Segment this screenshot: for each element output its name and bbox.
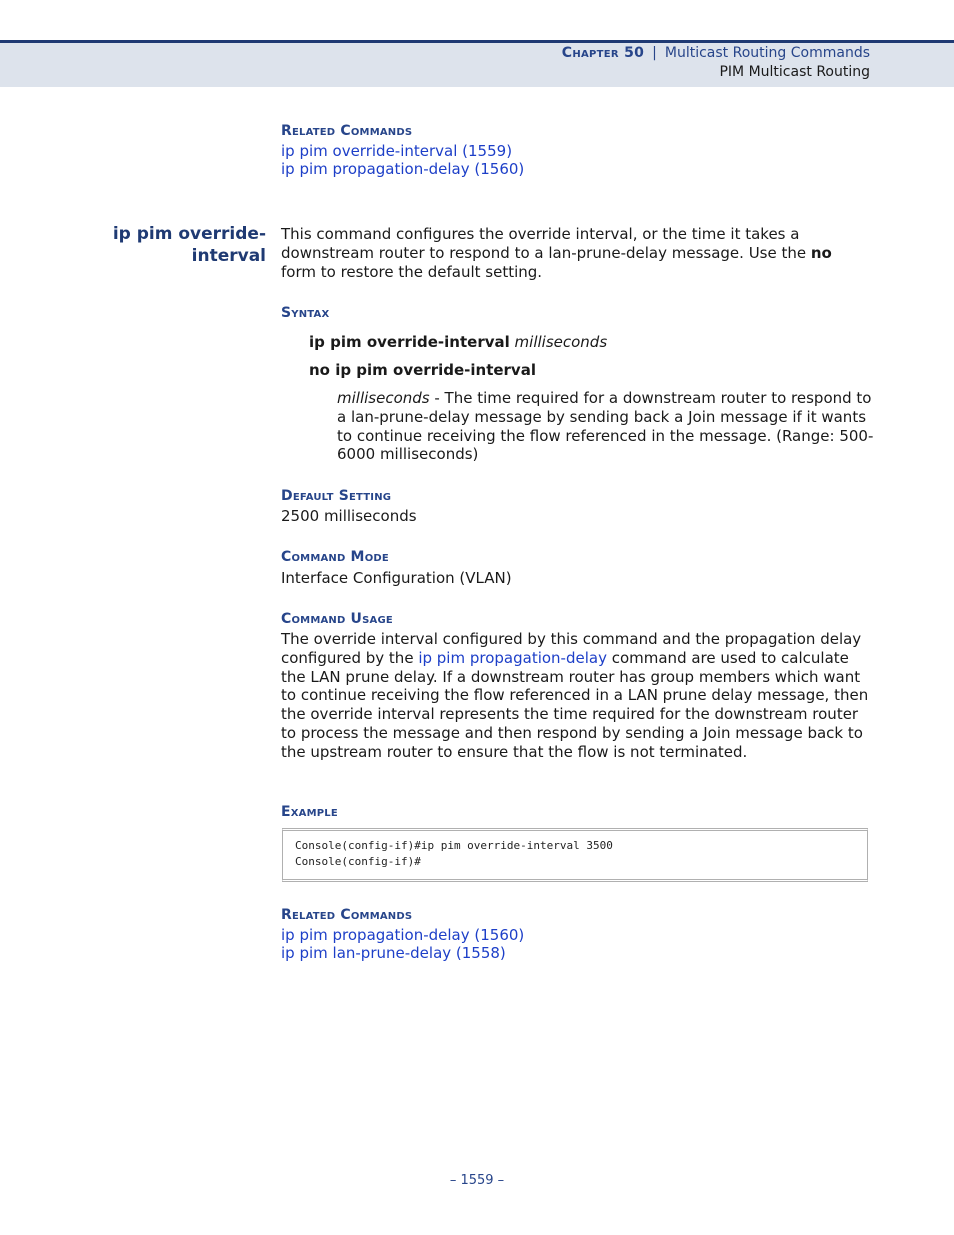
- syntax-heading: Syntax: [281, 305, 330, 321]
- usage-link-propagation-delay[interactable]: ip pim propagation-delay: [418, 648, 607, 667]
- related-commands-heading-top: Related Commands: [281, 123, 413, 139]
- related-link-propagation-delay[interactable]: ip pim propagation-delay (1560): [281, 160, 525, 178]
- code-line-2: Console(config-if)#: [295, 855, 421, 868]
- related-commands-heading-bottom: Related Commands: [281, 907, 413, 923]
- syntax-param: milliseconds: [514, 333, 608, 351]
- command-usage-text: [281, 630, 871, 762]
- default-setting-heading: Default Setting: [281, 488, 392, 504]
- related-link-propagation-delay-bottom[interactable]: ip pim propagation-delay (1560): [281, 926, 525, 944]
- default-setting-value: 2500 milliseconds: [281, 507, 417, 525]
- command-mode-value: Interface Configuration (VLAN): [281, 569, 512, 587]
- usage-text: The override interval configured by this command and the propagation delay configured by the: [281, 630, 862, 667]
- example-code-box: [282, 828, 868, 882]
- syntax-line-1: [309, 333, 607, 351]
- command-title-line2: interval: [191, 246, 266, 266]
- command-title-line1: ip pim override-: [112, 224, 266, 244]
- param-name: milliseconds: [337, 389, 430, 407]
- header-section-title: PIM Multicast Routing: [719, 64, 870, 80]
- header-chapter-line: [562, 45, 870, 61]
- code-line-1: Console(config-if)#ip pim override-interval 3500: [295, 839, 613, 852]
- command-description: [281, 225, 871, 281]
- param-description: [337, 389, 877, 464]
- description-text: This command configures the override interval, or the time it takes a downstream router to respond to a lan-prune-delay message. Use the: [281, 225, 811, 262]
- example-heading: Example: [281, 804, 338, 820]
- chapter-label: Chapter 50: [561, 45, 645, 61]
- description-text-end: form to restore the default setting.: [281, 262, 543, 281]
- command-title: [90, 223, 266, 267]
- usage-text-end: command are used to calculate the LAN prune delay. If a downstream router has group members which want to continue receiving the flow referenced in a LAN prune delay message, then the override interval represents the time required for the downstream router to process the message and then respond by sending a Join message back to the upstream router to ensure that the flow is not terminated.: [281, 648, 869, 761]
- param-desc-text: - The time required for a downstream router to respond to a lan-prune-delay message by sending back a Join message if it wants to continue receiving the flow referenced in the message. (Range: 500-6000 milliseconds): [337, 389, 874, 464]
- header-separator: |: [652, 45, 657, 61]
- chapter-title: Multicast Routing Commands: [664, 45, 870, 61]
- syntax-no-command: no ip pim override-interval: [309, 361, 536, 379]
- page-number: – 1559 –: [449, 1173, 505, 1188]
- syntax-line-2: [309, 361, 536, 379]
- command-mode-heading: Command Mode: [281, 549, 389, 565]
- related-link-override-interval[interactable]: ip pim override-interval (1559): [281, 142, 513, 160]
- description-no-keyword: no: [810, 243, 832, 262]
- related-link-lan-prune-delay[interactable]: ip pim lan-prune-delay (1558): [281, 944, 506, 962]
- command-usage-heading: Command Usage: [281, 611, 393, 627]
- syntax-command: ip pim override-interval: [309, 333, 510, 351]
